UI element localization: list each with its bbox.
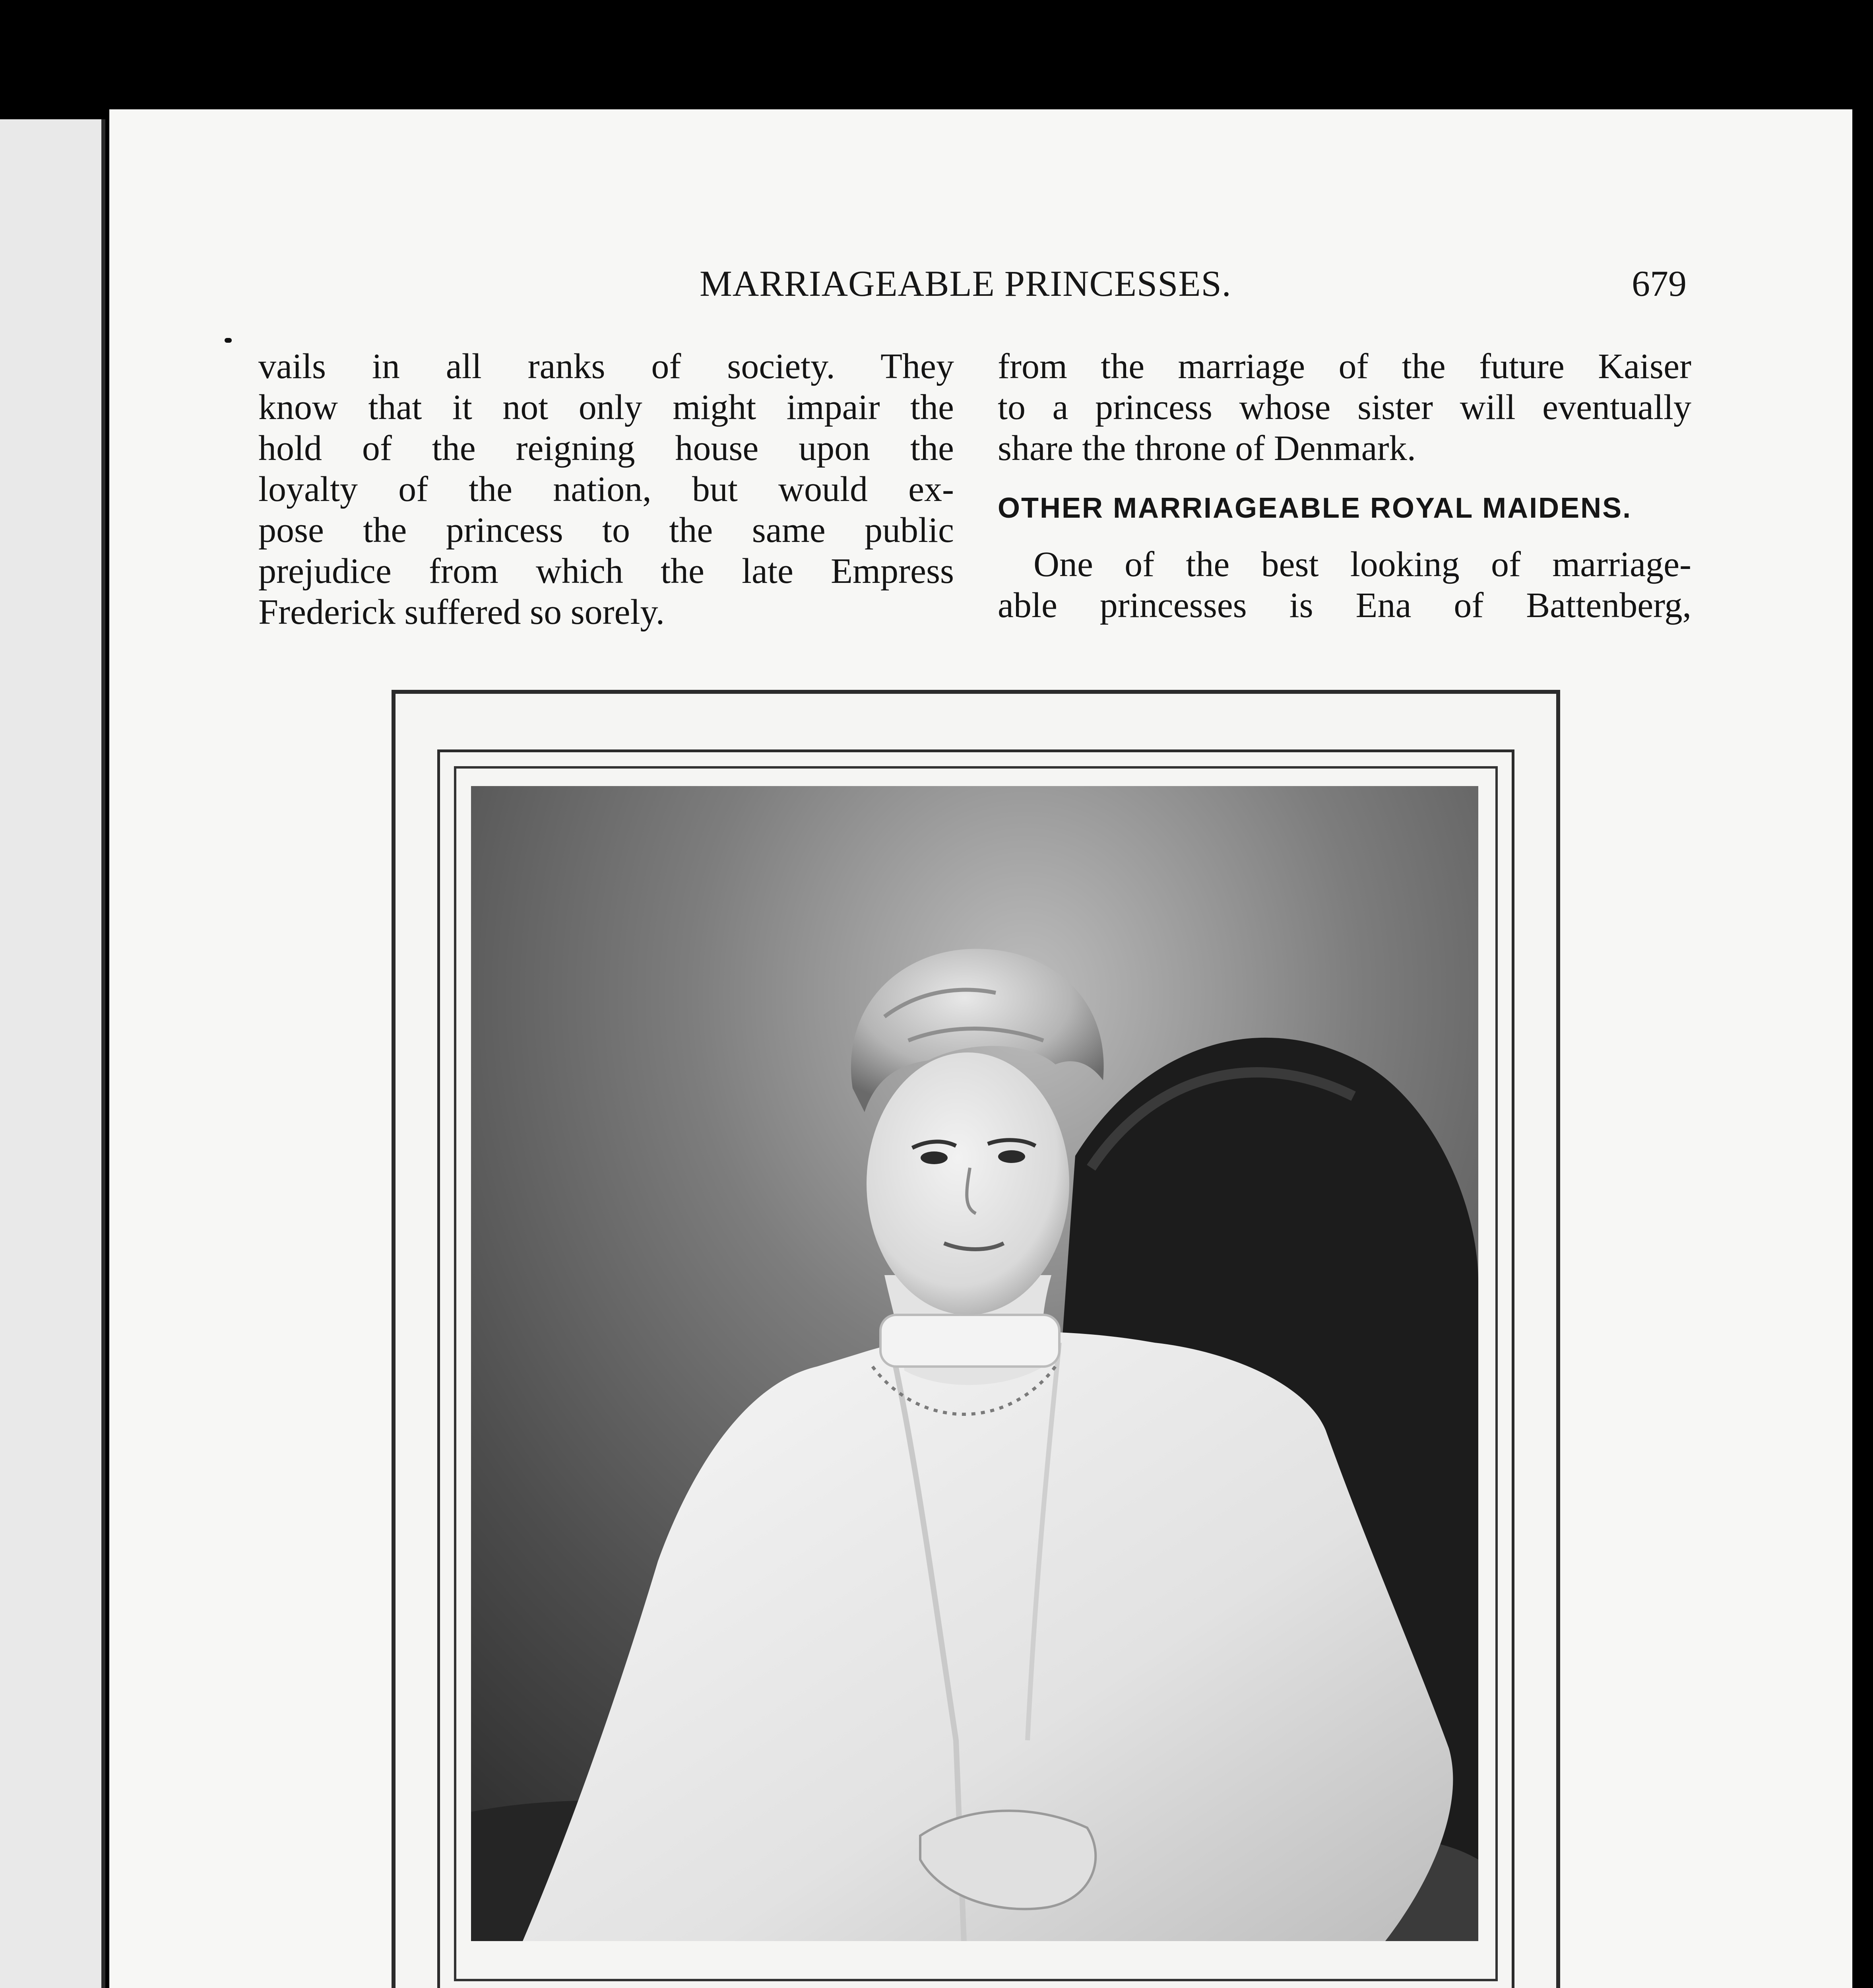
photo-border [437, 749, 1514, 1988]
section-heading: OTHER MARRIAGEABLE ROYAL MAIDENS. [998, 492, 1632, 524]
text-line: pose the princess to the same public [258, 511, 954, 550]
photo-frame [392, 690, 1560, 1988]
text-line: prejudice from which the late Empress [258, 551, 954, 591]
magazine-page [109, 109, 1852, 1988]
portrait-photograph [471, 786, 1478, 1941]
running-title: MARRIAGEABLE PRINCESSES. [700, 263, 1231, 304]
text-line: One of the best looking of marriage- [1033, 545, 1691, 584]
text-line: vails in all ranks of society. They [258, 347, 954, 386]
top-left-column [258, 346, 954, 633]
text-line: from the marriage of the future Kaiser [998, 347, 1691, 386]
previous-page-edge [0, 119, 105, 1988]
ink-speck [225, 338, 232, 343]
page-number: 679 [1632, 263, 1687, 304]
text-line: able princesses is Ena of Battenberg, [998, 586, 1691, 625]
text-line: hold of the reigning house upon the [258, 429, 954, 468]
top-right-column [998, 346, 1691, 626]
text-line: know that it not only might impair the [258, 388, 954, 427]
text-line: share the throne of Denmark. [998, 429, 1416, 468]
text-line: Frederick suffered so sorely. [258, 592, 665, 632]
text-line: loyalty of the nation, but would ex- [258, 470, 954, 509]
text-line: to a princess whose sister will eventually [998, 388, 1691, 427]
